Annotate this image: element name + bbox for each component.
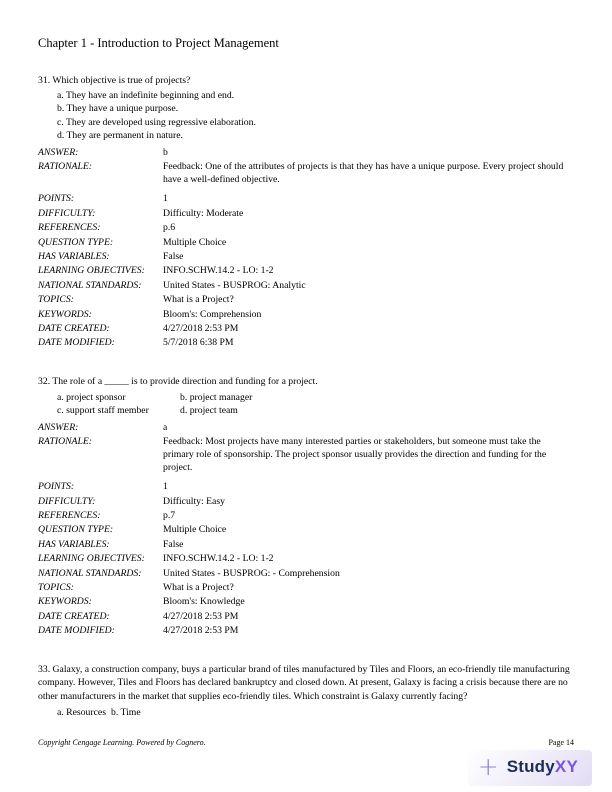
field-label: POINTS: [38,481,75,493]
field-row-date-created [38,322,574,335]
field-label: LEARNING OBJECTIVES: [38,553,145,565]
field-value: b [163,147,168,159]
choice-b: b. They have a unique purpose. [57,103,179,115]
question-32-metadata [38,421,574,637]
choice-b: b. project manager [180,391,253,403]
question-31-choices [57,89,574,142]
field-value: What is a Project? [163,294,234,306]
field-value: 4/27/2018 2:53 PM [163,322,239,334]
field-value: Bloom's: Knowledge [163,596,245,608]
choice-d: d. project team [180,404,238,416]
field-value: False [163,538,184,550]
choice-d: d. They are permanent in nature. [57,129,183,141]
question-32 [38,375,574,637]
question-number: 32. [38,376,51,388]
question-33-choices [57,706,574,719]
field-label: DATE MODIFIED: [38,337,115,349]
field-row-topics [38,581,574,594]
chapter-title: Chapter 1 - Introduction to Project Management [38,36,279,50]
question-body: The role of a _____ is to provide direction and funding for a project. [52,376,318,388]
field-value: United States - BUSPROG: Analytic [163,279,306,291]
field-row-references [38,509,574,522]
field-row-has-variables [38,538,574,551]
field-label: TOPICS: [38,294,74,306]
question-31-metadata [38,146,574,349]
field-value: 4/27/2018 2:53 PM [163,610,239,622]
choice-row [57,404,574,417]
field-value: 5/7/2018 6:38 PM [163,337,234,349]
field-label: QUESTION TYPE: [38,524,114,536]
field-value: 1 [163,193,168,205]
field-row-national-standards [38,279,574,292]
field-row-rationale [38,160,574,186]
field-label: TOPICS: [38,582,74,594]
field-value: Difficulty: Easy [163,495,225,507]
field-value: United States - BUSPROG: - Comprehension [163,567,340,579]
question-body: Galaxy, a construction company, buys a particular brand of tiles manufactured by Tiles and Floors, an eco-friendly tile manufacturing company. However, Tiles and Floors has declared bankruptcy and closed down. At present, Galaxy is facing a crisis because there are no other manufacturers in the market that supplies eco-friendly tiles. Which constraint is Galaxy currently facing? [38,664,570,702]
studyxy-wordmark [507,757,578,777]
question-31 [38,74,574,349]
field-row-rationale [38,435,574,474]
logo-text-study: Study [506,757,555,776]
field-label: RATIONALE: [38,436,92,448]
field-label: KEYWORDS: [38,308,92,320]
field-label: NATIONAL STANDARDS: [38,279,142,291]
field-row-references [38,221,574,234]
field-value: p.7 [163,510,176,522]
field-value: a [163,421,168,433]
field-row-national-standards [38,567,574,580]
field-value: INFO.SCHW.14.2 - LO: 1-2 [163,553,274,565]
field-value: Multiple Choice [163,236,227,248]
field-label: NATIONAL STANDARDS: [38,567,142,579]
choice-c: c. support staff member [57,404,149,416]
choice-row [57,391,574,404]
page-number: Page 14 [548,738,574,747]
field-value: 1 [163,481,168,493]
choice-a: a. Resources [57,706,106,718]
field-label: DATE MODIFIED: [38,625,115,637]
question-31-text [38,74,574,87]
question-33-text [38,663,574,703]
question-body: Which objective is true of projects? [52,75,191,86]
question-number: 33. [38,664,51,676]
field-value: Multiple Choice [163,524,227,536]
field-value: What is a Project? [163,582,234,594]
question-32-text [38,375,574,388]
copyright-text: Copyright Cengage Learning. Powered by Cognero. [38,738,206,747]
choice-c: c. They are developed using regressive elaboration. [57,116,256,128]
field-row-answer [38,146,574,159]
field-label: REFERENCES: [38,510,101,522]
field-label: QUESTION TYPE: [38,236,114,248]
field-label: REFERENCES: [38,222,101,234]
field-value: Feedback: One of the attributes of projects is that they has have a unique purpose. Every project should have a well-defined objective. [163,161,564,186]
field-label: KEYWORDS: [38,596,92,608]
field-row-date-modified [38,624,574,637]
field-row-points [38,480,574,493]
field-row-question-type [38,523,574,536]
field-label: ANSWER: [38,147,79,159]
field-row-has-variables [38,250,574,263]
field-label: DATE CREATED: [38,610,110,622]
field-row-date-created [38,610,574,623]
field-row-keywords [38,308,574,321]
field-value: INFO.SCHW.14.2 - LO: 1-2 [163,265,274,277]
field-row-date-modified [38,336,574,349]
field-value: 4/27/2018 2:53 PM [163,625,239,637]
field-label: ANSWER: [38,421,79,433]
field-label: DATE CREATED: [38,322,110,334]
field-row-topics [38,293,574,306]
field-label: DIFFICULTY: [38,207,96,219]
field-value: p.6 [163,222,176,234]
page-footer [38,738,574,748]
choice-a: a. project sponsor [57,391,126,403]
field-label: HAS VARIABLES: [38,538,110,550]
choice-a: a. They have an indefinite beginning and end. [57,90,235,102]
field-row-learning-objectives [38,552,574,565]
field-row-learning-objectives [38,264,574,277]
field-row-answer [38,421,574,434]
field-label: RATIONALE: [38,161,92,173]
field-value: Difficulty: Moderate [163,207,244,219]
question-32-choices [57,391,574,417]
field-value: Bloom's: Comprehension [163,308,262,320]
choice-b: b. Time [111,706,141,718]
studyxy-logo [468,750,592,786]
question-33 [38,663,574,719]
field-label: HAS VARIABLES: [38,250,110,262]
field-row-keywords [38,595,574,608]
field-row-question-type [38,236,574,249]
question-number: 31. [38,75,51,86]
field-label: LEARNING OBJECTIVES: [38,265,145,277]
choice-row [57,706,574,719]
field-row-points [38,192,574,205]
field-value: False [163,250,184,262]
field-label: POINTS: [38,193,75,205]
field-label: DIFFICULTY: [38,495,96,507]
field-row-difficulty [38,495,574,508]
logo-text-xy: XY [554,757,578,776]
field-value: Feedback: Most projects have many interested parties or stakeholders, but someone must take the primary role of sponsorship. The project sponsor usually provides the direction and funding for the project. [163,436,547,474]
field-row-difficulty [38,207,574,220]
plus-icon: + [477,752,499,781]
